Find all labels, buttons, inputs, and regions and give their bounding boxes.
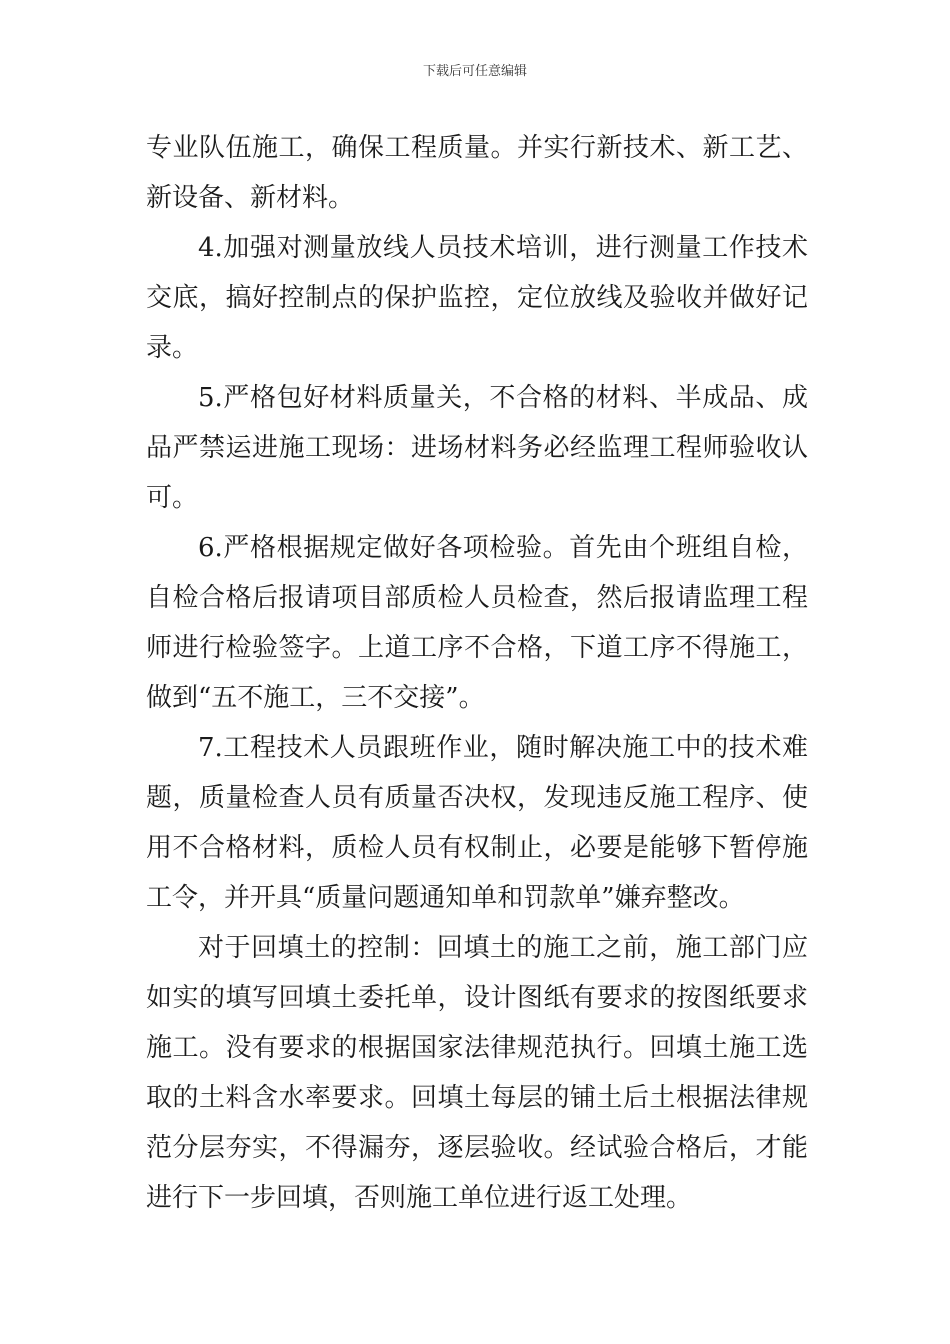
paragraph-backfill-control: 对于回填土的控制：回填土的施工之前，施工部门应如实的填写回填土委托单，设计图纸有要求的按图纸要求施工。没有要求的根据国家法律规范执行。回填土施工选取的土料含水率要求。回填土每层的铺土后土根据法律规范分层夯实，不得漏夯，逐层验收。经试验合格后，才能进行下一步回填，否则施工单位进行返工处理。 <box>146 933 808 1213</box>
paragraph-item-5: 5.严格包好材料质量关，不合格的材料、半成品、成品严禁运进施工现场：进场材料务必经监理工程师验收认可。 <box>146 383 808 513</box>
paragraph-item-6: 6.严格根据规定做好各项检验。首先由个班组自检，自检合格后报请项目部质检人员检查，然后报请监理工程师进行检验签字。上道工序不合格，下道工序不得施工，做到“五不施工，三不交接”。 <box>146 533 808 713</box>
paragraph-continuation: 专业队伍施工，确保工程质量。并实行新技术、新工艺、新设备、新材料。 <box>146 133 808 213</box>
paragraph-item-4: 4.加强对测量放线人员技术培训，进行测量工作技术交底，搞好控制点的保护监控，定位放线及验收并做好记录。 <box>146 233 808 363</box>
page-header: 下载后可任意编辑 <box>422 64 527 79</box>
document-body <box>146 123 808 1223</box>
paragraph-item-7: 7.工程技术人员跟班作业，随时解决施工中的技术难题，质量检查人员有质量否决权，发现违反施工程序、使用不合格材料，质检人员有权制止，必要是能够下暂停施工令，并开具“质量问题通知单和罚款单”嫌弃整改。 <box>146 733 808 913</box>
